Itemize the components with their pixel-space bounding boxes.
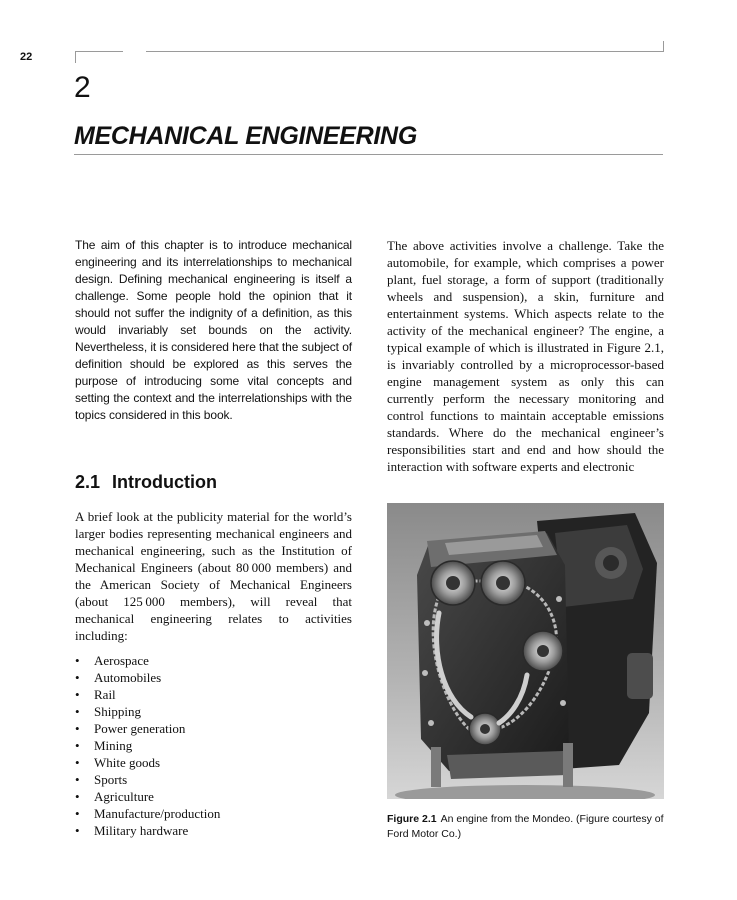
- intro-paragraph: A brief look at the publicity material for the world’s larger bodies representing mechanical engineers and mechanical engineering, such as the Institution of Mechanical Engineers (about 80 000 members) and the American Society of Mechanical Engineers (about 125 000 members), will reveal that mechanical engineering relates to activities including:: [75, 509, 352, 643]
- list-item: • Power generation: [75, 720, 352, 737]
- list-item: • Manufacture/production: [75, 805, 352, 822]
- engine-photo: [387, 503, 664, 799]
- list-item: • Rail: [75, 686, 352, 703]
- section-heading: [75, 471, 217, 493]
- header-rule: [146, 51, 663, 52]
- chapter-number: 2: [74, 71, 91, 104]
- list-item: • White goods: [75, 754, 352, 771]
- figure-caption: [387, 812, 664, 842]
- list-item: • Agriculture: [75, 788, 352, 805]
- list-item: • Military hardware: [75, 822, 352, 839]
- page-number: 22: [20, 51, 33, 63]
- activities-list: [75, 652, 352, 839]
- list-item: • Automobiles: [75, 669, 352, 686]
- header-corner-mark: [75, 51, 123, 63]
- section-title: Introduction: [112, 472, 218, 492]
- body-paragraph: The above activities involve a challenge. Take the automobile, for example, which comprises a power plant, fuel storage, a form of support (traditionally wheels and suspension), a skin, furniture and entertainment systems. Which aspects relate to the activity of the mechanical engineer? The engine, a typical example of which is illustrated in Figure 2.1, is invariably controlled by a microprocessor-based engine management system as only this can currently perform the necessary monitoring and control functions to maintain acceptable emissions standards. Where do the mechanical engineer’s responsibilities start and end and how should the interaction with software experts and electronic: [387, 238, 664, 474]
- list-item: • Mining: [75, 737, 352, 754]
- header-end-mark: [663, 41, 664, 52]
- list-item: • Aerospace: [75, 652, 352, 669]
- list-item: • Shipping: [75, 703, 352, 720]
- figure-caption-text: An engine from the Mondeo. (Figure courtesy of Ford Motor Co.): [387, 813, 664, 840]
- list-item: • Sports: [75, 771, 352, 788]
- figure-label: Figure 2.1: [387, 813, 437, 825]
- chapter-title: MECHANICAL ENGINEERING: [74, 120, 663, 155]
- section-number: 2.1: [75, 472, 101, 492]
- chapter-abstract: The aim of this chapter is to introduce mechanical engineering and its interrelationships to mechanical design. Defining mechanical engineering is itself a challenge. Some people hold the opinion that it should not suffer the indignity of a definition, as this would invariably set bounds on the activity. Nevertheless, it is considered here that the subject of definition should be explored as this serves the purpose of introducing some vital concepts and setting the context and the interrelationships with the topics considered in this book.: [75, 238, 352, 422]
